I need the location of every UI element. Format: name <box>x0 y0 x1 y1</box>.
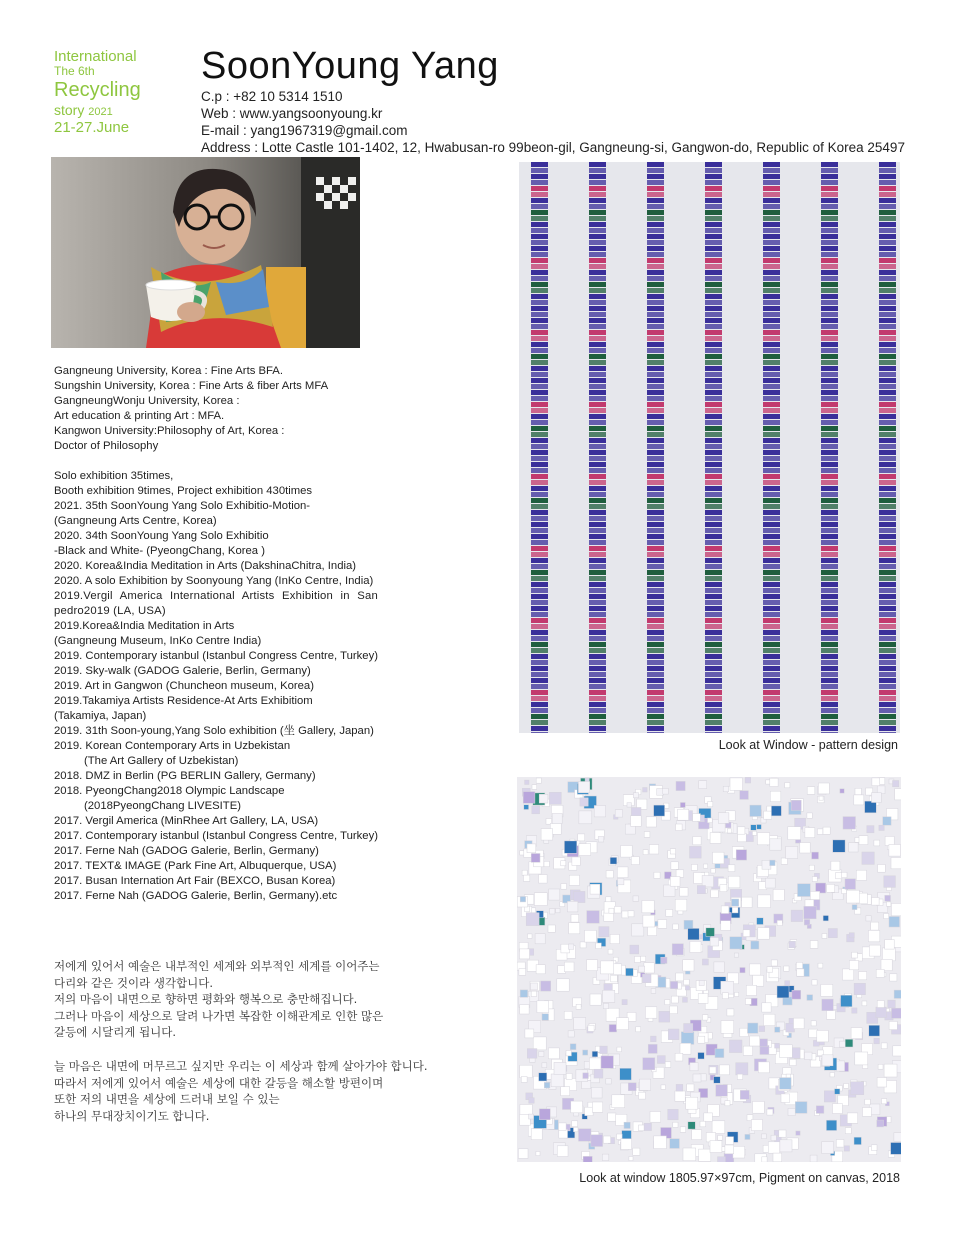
exhibition-item: 2017. Contemporary istanbul (Istanbul Congress Centre, Turkey) <box>54 830 379 842</box>
education-item: Art education & printing Art : MFA. <box>54 410 225 422</box>
festival-dates: 21-27.June <box>54 118 130 136</box>
artist-header <box>201 44 905 156</box>
exhibition-item: 2017. Ferne Nah (GADOG Galerie, Berlin, Germany).etc <box>54 890 338 902</box>
exhibition-item: 2020. Korea&India Meditation in Arts (DakshinaChitra, India) <box>54 560 357 572</box>
education-item: Sungshin University, Korea : Fine Arts & fiber Arts MFA <box>54 380 329 392</box>
exhibition-item: (Gangneung Arts Centre, Korea) <box>54 515 217 527</box>
statement-line: 그러나 마음이 세상으로 달려 나가면 복잡한 이해관계로 인한 많은 <box>54 1008 384 1023</box>
biography <box>54 364 384 904</box>
exhibition-item: 2017. Busan Internation Art Fair (BEXCO, Busan Korea) <box>54 875 336 887</box>
exhibition-item: 2019.Takamiya Artists Residence-At Arts Exhibitiom <box>54 695 313 707</box>
festival-line-recycling: Recycling <box>54 79 141 102</box>
exhibition-item: (The Art Gallery of Uzbekistan) <box>84 755 239 767</box>
exhibition-item: 2019. Sky-walk (GADOG Galerie, Berlin, Germany) <box>54 665 311 677</box>
contact-web: Web : www.yangsoonyoung.kr <box>201 106 383 121</box>
section-gap <box>54 454 384 469</box>
artist-portrait-photo <box>51 157 360 348</box>
statement-line: 따라서 저에게 있어서 예술은 세상에 대한 갈등을 해소할 방편이며 <box>54 1075 384 1090</box>
exhibition-item: 2018. PyeongChang2018 Olympic Landscape <box>54 785 285 797</box>
contact-block <box>201 88 905 156</box>
statement-line: 하나의 무대장치이기도 합니다. <box>54 1108 210 1123</box>
exhibition-item: 2017. TEXT& IMAGE (Park Fine Art, Albuquerque, USA) <box>54 860 337 872</box>
artwork-caption: Look at window 1805.97×97cm, Pigment on canvas, 2018 <box>579 1171 900 1185</box>
exhibition-item: 2021. 35th SoonYoung Yang Solo Exhibitio-Motion- <box>54 500 311 512</box>
exhibition-item: 2020. 34th SoonYoung Yang Solo Exhibitio <box>54 530 269 542</box>
exhibition-item: -Black and White- (PyeongChang, Korea ) <box>54 545 265 557</box>
exhibition-item: 2019. Contemporary istanbul (Istanbul Congress Centre, Turkey) <box>54 650 379 662</box>
education-item: Doctor of Philosophy <box>54 440 159 452</box>
exhibition-item: (2018PyeongChang LIVESITE) <box>84 800 241 812</box>
artwork-canvas-image <box>517 777 901 1162</box>
statement-line: 늘 마음은 내면에 머무르고 싶지만 우리는 이 세상과 함께 살아가야 합니다. <box>54 1058 428 1073</box>
statement-line: 갈등에 시달리게 됩니다. <box>54 1025 177 1040</box>
education-item: Gangneung University, Korea : Fine Arts BFA. <box>54 365 283 377</box>
festival-line-story <box>54 102 141 119</box>
festival-story-word: story <box>54 102 85 119</box>
exhibition-item: 2020. A solo Exhibition by Soonyoung Yang (InKo Centre, India) <box>54 575 374 587</box>
portrait-illustration <box>51 157 360 348</box>
exhibition-item: (Takamiya, Japan) <box>54 710 147 722</box>
exhibition-item: 2018. DMZ in Berlin (PG BERLIN Gallery, Germany) <box>54 770 316 782</box>
education-item: Kangwon University:Philosophy of Art, Korea : <box>54 425 285 437</box>
textured-canvas-illustration <box>517 777 901 1162</box>
statement-line: 저의 마음이 내면으로 향하면 평화와 행복으로 충만해집니다. <box>54 992 358 1007</box>
exhibition-item: 2017. Ferne Nah (GADOG Galerie, Berlin, Germany) <box>54 845 319 857</box>
artist-statement <box>54 958 474 1124</box>
contact-email: E-mail : yang1967319@gmail.com <box>201 123 408 138</box>
exhibition-item: Solo exhibition 35times, <box>54 470 174 482</box>
statement-line: 저에게 있어서 예술은 내부적인 세계와 외부적인 세계를 이어주는 <box>54 959 380 973</box>
artwork-pattern-image <box>519 162 900 733</box>
education-item: GangneungWonju University, Korea : <box>54 395 240 407</box>
exhibition-item: 2019. Korean Contemporary Arts in Uzbekistan <box>54 740 291 752</box>
exhibition-item: 2019.Korea&India Meditation in Arts <box>54 620 235 632</box>
section-gap <box>54 1041 474 1058</box>
exhibition-item: 2019. Art in Gangwon (Chuncheon museum, Korea) <box>54 680 314 692</box>
stripe-pattern-illustration <box>519 162 900 733</box>
artist-name: SoonYoung Yang <box>201 45 499 87</box>
festival-line-international: International <box>54 48 137 65</box>
statement-line: 또한 저의 내면을 세상에 드러내 보일 수 있는 <box>54 1092 280 1107</box>
exhibition-item: 2017. Vergil America (MinRhee Art Gallery, LA, USA) <box>54 815 319 827</box>
exhibition-item: 2019. 31th Soon-young,Yang Solo exhibition (坐 Gallery, Japan) <box>54 725 374 737</box>
contact-phone: C.p : +82 10 5314 1510 <box>201 89 343 104</box>
exhibition-item: (Gangneung Museum, InKo Centre India) <box>54 635 262 647</box>
artwork-caption: Look at Window - pattern design <box>718 738 898 752</box>
statement-line: 다리와 같은 것이라 생각합니다. <box>54 975 214 990</box>
exhibition-item: Booth exhibition 9times, Project exhibition 430times <box>54 485 313 497</box>
festival-year: 2021 <box>88 106 113 119</box>
festival-line-edition: The 6th <box>54 64 95 79</box>
exhibition-item: 2019.Vergil America International Artists Exhibition in San pedro2019 (LA, USA) <box>54 590 378 617</box>
contact-address: Address : Lotte Castle 101-1402, 12, Hwabusan-ro 99beon-gil, Gangneung-si, Gangwon-do, Republic of Korea 25497 <box>201 140 905 155</box>
festival-label <box>54 48 141 136</box>
